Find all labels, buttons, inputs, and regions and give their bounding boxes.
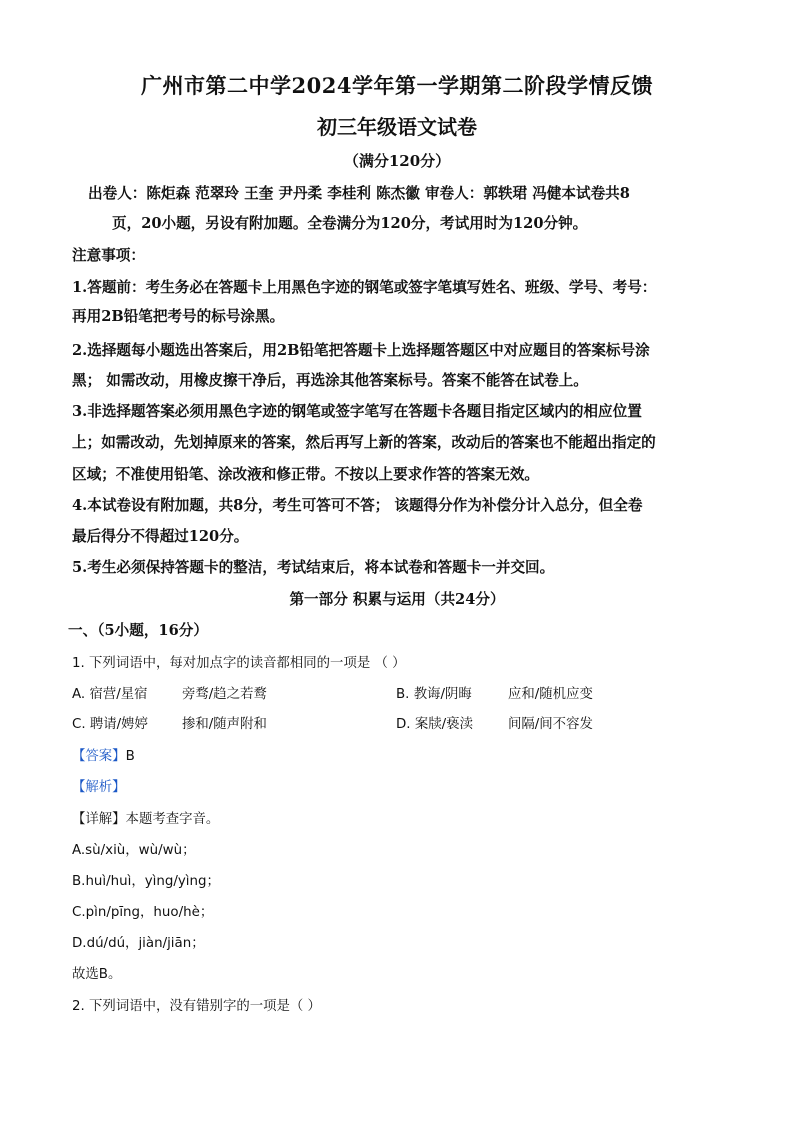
explanation-line: B.huì/huì，yìng/yìng；: [72, 874, 220, 889]
exam-subtitle: 初三年级语文试卷: [317, 115, 477, 139]
notice-line: 5.考生必须保持答题卡的整洁，考试结束后，将本试卷和答题卡一并交回。: [72, 559, 555, 576]
score-note: （满分120分）: [343, 152, 451, 170]
authors-line-2: 页，20小题，另设有附加题。全卷满分为120分，考试用时为120分钟。: [112, 215, 588, 232]
explanation-line: A.sù/xiù，wù/wù；: [72, 843, 196, 858]
explanation-line: C.pìn/pīng，huo/hè；: [72, 905, 214, 920]
option-c-part-2: 掺和/随声附和: [182, 717, 267, 732]
notice-line: 1.答题前：考生务必在答题卡上用黑色字迹的钢笔或签字笔填写姓名、班级、学号、考号：: [72, 279, 657, 296]
notice-line: 3.非选择题答案必须用黑色字迹的钢笔或签字笔写在答题卡各题目指定区域内的相应位置: [72, 403, 642, 420]
option-a-part-1: A. 宿营/星宿: [72, 687, 148, 702]
option-b-part-2: 应和/随机应变: [508, 687, 593, 702]
notice-line: 上；如需改动，先划掉原来的答案，然后再写上新的答案，改动后的答案也不能超出指定的: [72, 434, 656, 451]
notice-line: 最后得分不得超过120分。: [72, 528, 249, 545]
question-2-stem: 2. 下列词语中，没有错别字的一项是（ ）: [72, 999, 321, 1014]
section-title: 第一部分 积累与运用（共24分）: [289, 591, 505, 608]
notice-line: 区域；不准使用铅笔、涂改液和修正带。不按以上要求作答的答案无效。: [72, 466, 540, 483]
option-d-part-2: 间隔/间不容发: [508, 717, 593, 732]
question-1-stem: 1. 下列词语中，每对加点字的读音都相同的一项是 （ ）: [72, 656, 406, 671]
explanation-line: 故选B。: [72, 967, 122, 982]
notice-line: 4.本试卷设有附加题，共8分，考生可答可不答； 该题得分作为补偿分计入总分，但全卷: [72, 497, 643, 514]
explanation-line: D.dú/dú，jiàn/jiān；: [72, 936, 205, 951]
notice-line: 黑； 如需改动，用橡皮擦干净后，再选涂其他答案标号。答案不能答在试卷上。: [72, 372, 588, 389]
option-b-part-1: B. 教诲/阴晦: [396, 687, 472, 702]
authors-line-1: 出卷人：陈炬森 范翠玲 王奎 尹丹柔 李桂利 陈杰徽 审卷人：郭轶珺 冯健本试卷共8: [88, 185, 630, 202]
notice-heading: 注意事项：: [72, 247, 145, 264]
option-d-part-1: D. 案牍/亵渎: [396, 717, 473, 732]
option-c-part-1: C. 聘请/娉婷: [72, 717, 148, 732]
answer-label: 【答案】: [72, 749, 126, 764]
answer-line: [72, 745, 135, 764]
part-heading: 一、（5小题，16分）: [68, 622, 208, 639]
detail-line: 【详解】本题考查字音。: [72, 812, 220, 827]
analysis-label: 【解析】: [72, 780, 126, 795]
notice-line: 2.选择题每小题选出答案后，用2B铅笔把答题卡上选择题答题区中对应题目的答案标号涂: [72, 342, 650, 359]
answer-value: B: [125, 749, 135, 764]
notice-line: 再用2B铅笔把考号的标号涂黑。: [72, 308, 285, 325]
exam-title: 广州市第二中学2024学年第一学期第二阶段学情反馈: [141, 73, 653, 98]
option-a-part-2: 旁骛/趋之若鹜: [182, 687, 267, 702]
